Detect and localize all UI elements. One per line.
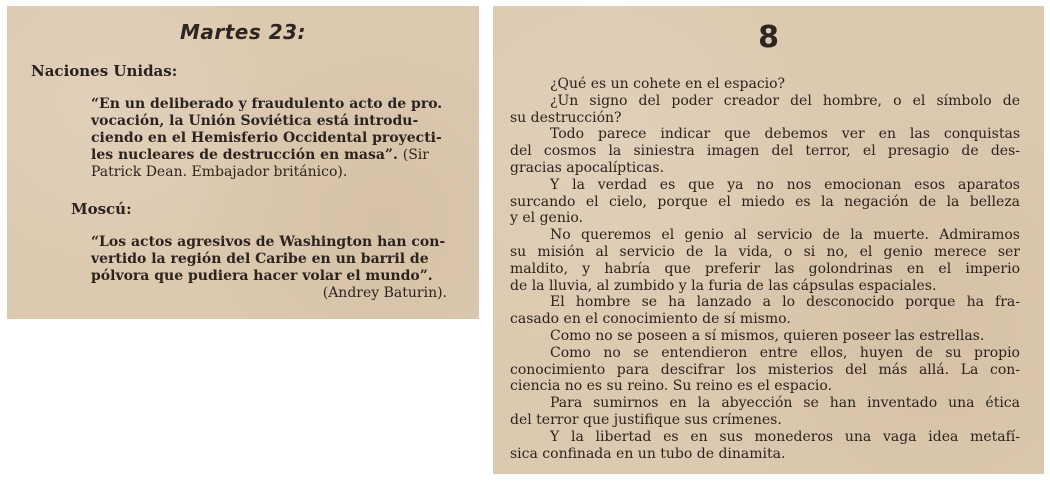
quote-line: ciendo en el Hemisferio Occidental proyecti- (91, 130, 442, 146)
quote-tail: (Sir (402, 147, 429, 163)
section-heading-moscow: Moscú: (71, 200, 132, 218)
article-line: No queremos el genio al servicio de la muerte. Admiramos (550, 227, 1020, 244)
article-line: ¿Un signo del poder creador del hombre, o el símbolo de (550, 92, 1020, 109)
quote-line: “En un deliberado y fraudulento acto de pro. (91, 96, 443, 112)
article-line: El hombre se ha lanzado a lo desconocido porque ha fra- (550, 294, 1020, 311)
article-line: del terror que justifique sus crímenes. (510, 411, 782, 428)
right-clipping (493, 6, 1044, 474)
article-line: Como no se poseen a sí mismos, quieren poseer las estrellas. (550, 327, 985, 344)
article-line: Todo parece indicar que debemos ver en las conquistas (550, 126, 1020, 143)
quote-line: pólvora que pudiera hacer volar el mundo”. (91, 268, 433, 284)
section-heading-un: Naciones Unidas: (31, 62, 178, 80)
article-line: su misión al servicio de la vida, o si no, el genio merece ser (510, 243, 1020, 260)
article-line: ¿Qué es un cohete en el espacio? (550, 76, 786, 92)
article-line: conocimiento para descifrar los misterios del más allá. La con- (510, 361, 1020, 378)
left-clipping (7, 6, 479, 319)
article-line: Y la verdad es que ya no nos emocionan esos aparatos (550, 176, 1020, 193)
quote-line: vertido la región del Caribe en un barril de (91, 251, 429, 267)
attribution-un: Patrick Dean. Embajador británico). (91, 164, 348, 180)
article-line: de la lluvia, al zumbido y la furia de las cápsulas espaciales. (510, 277, 937, 294)
article-line: Y la libertad es en sus monederos una vaga idea metafí- (550, 428, 1020, 445)
quote-line-text: les nucleares de destrucción en masa”. (91, 147, 398, 163)
article-line: su destrucción? (510, 109, 622, 126)
article-line: Como no se entendieron entre ellos, huyen de su propio (550, 344, 1020, 361)
article-line: y el genio. (510, 210, 583, 227)
quote-moscow (91, 234, 447, 302)
article-line: surcando el cielo, porque el miedo es la negación de la belleza (510, 193, 1020, 210)
attribution-moscow: (Andrey Baturin). (322, 285, 447, 301)
date-heading: Martes 23: (179, 20, 307, 44)
article-body (510, 76, 1020, 462)
article-line: Para sumirnos en la abyección se han inventado una ética (550, 395, 1020, 412)
article-line: del cosmos la siniestra imagen del terror, el presagio de des- (510, 143, 1020, 160)
quote-line (91, 147, 451, 164)
quote-line: vocación, la Unión Soviética está introdu- (91, 113, 419, 129)
quote-un (91, 96, 451, 181)
article-number: 8 (758, 20, 779, 55)
article-line: maldito, y habría que preferir las golondrinas en el imperio (510, 260, 1020, 277)
article-line: casado en el conocimiento de sí mismo. (510, 311, 791, 328)
quote-line: “Los actos agresivos de Washington han con- (91, 234, 446, 250)
article-line: gracias apocalípticas. (510, 159, 665, 176)
article-line: ciencia no es su reino. Su reino es el espacio. (510, 378, 833, 395)
article-line: sica confinada en un tubo de dinamita. (510, 445, 786, 462)
